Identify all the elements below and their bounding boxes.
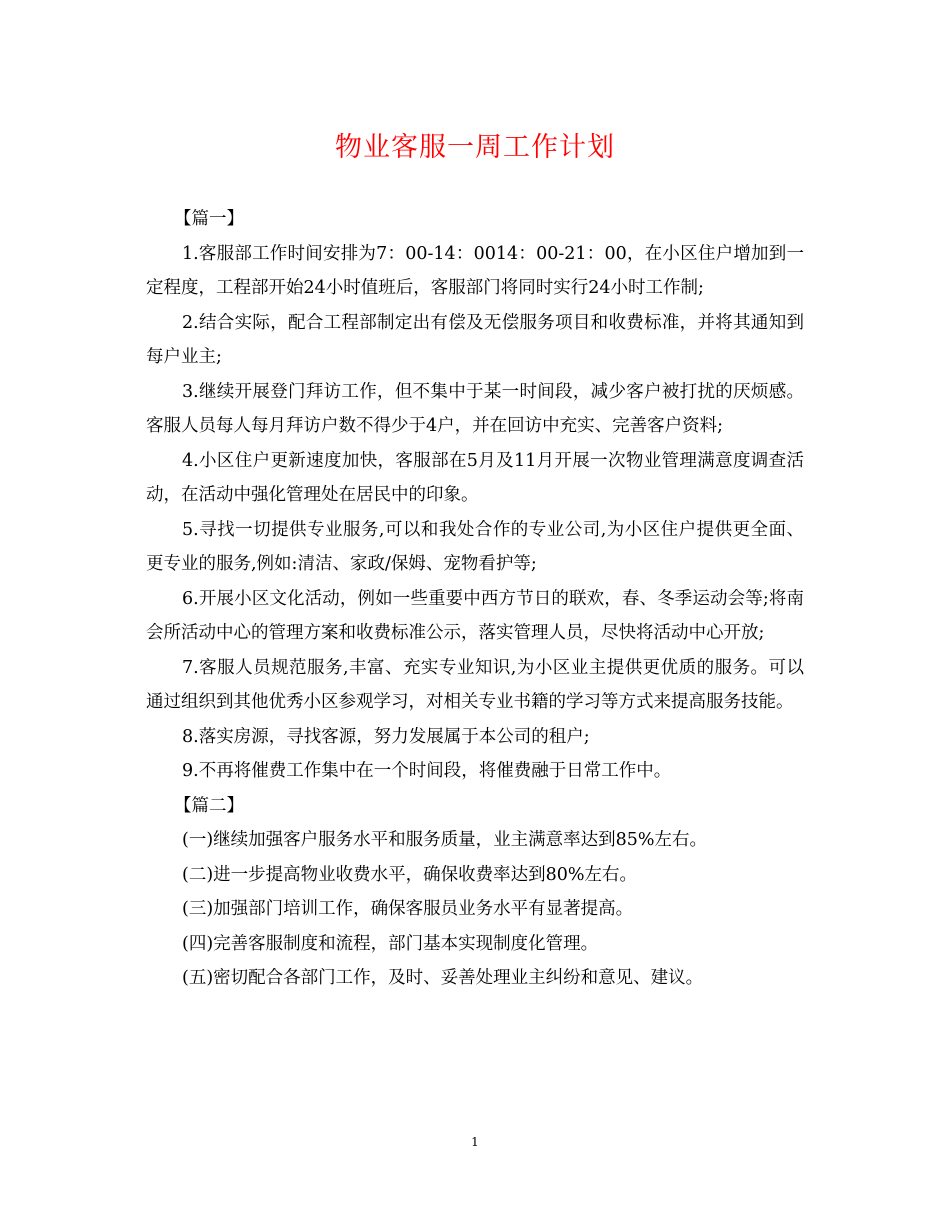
paragraph: 7.客服人员规范服务,丰富、充实专业知识,为小区业主提供更优质的服务。可以通过组织到其他优秀小区参观学习，对相关专业书籍的学习等方式来提高服务技能。 <box>146 657 804 712</box>
paragraph: 8.落实房源，寻找客源，努力发展属于本公司的租户; <box>182 726 590 747</box>
paragraph: (一)继续加强客户服务水平和服务质量，业主满意率达到85%左右。 <box>182 830 708 850</box>
paragraph: 9.不再将催费工作集中在一个时间段，将催费融于日常工作中。 <box>182 761 672 781</box>
page-number: 1 <box>471 1135 479 1149</box>
paragraph: 6.开展小区文化活动，例如一些重要中西方节日的联欢，春、冬季运动会等;将南会所活动中心的管理方案和收费标准公示，落实管理人员，尽快将活动中心开放; <box>146 588 804 643</box>
paragraph: 1.客服部工作时间安排为7：00-14：0014：00-21：00，在小区住户增加到一定程度，工程部开始24小时值班后，客服部门将同时实行24小时工作制; <box>146 243 804 298</box>
paragraph: 2.结合实际，配合工程部制定出有偿及无偿服务项目和收费标准，并将其通知到每户业主; <box>146 312 804 367</box>
paragraph: (四)完善客服制度和流程，部门基本实现制度化管理。 <box>182 933 599 954</box>
document-title: 物业客服一周工作计划 <box>335 132 615 163</box>
paragraph: (五)密切配合各部门工作，及时、妥善处理业主纠纷和意见、建议。 <box>182 968 704 988</box>
section-heading: 【篇二】 <box>174 795 244 816</box>
paragraph: (二)进一步提高物业收费水平，确保收费率达到80%左右。 <box>182 864 638 885</box>
paragraph: 4.小区住户更新速度加快，客服部在5月及11月开展一次物业管理满意度调查活动，在活动中强化管理处在居民中的印象。 <box>146 450 804 505</box>
paragraph: (三)加强部门培训工作，确保客服员业务水平有显著提高。 <box>182 899 634 919</box>
document-body <box>146 202 804 996</box>
paragraph: 3.继续开展登门拜访工作，但不集中于某一时间段，减少客户被打扰的厌烦感。客服人员每人每月拜访户数不得少于4户，并在回访中充实、完善客户资料; <box>146 381 804 436</box>
paragraph: 5.寻找一切提供专业服务,可以和我处合作的专业公司,为小区住户提供更全面、更专业的服务,例如:清洁、家政/保姆、宠物看护等; <box>146 519 804 574</box>
section-heading: 【篇一】 <box>174 209 244 229</box>
